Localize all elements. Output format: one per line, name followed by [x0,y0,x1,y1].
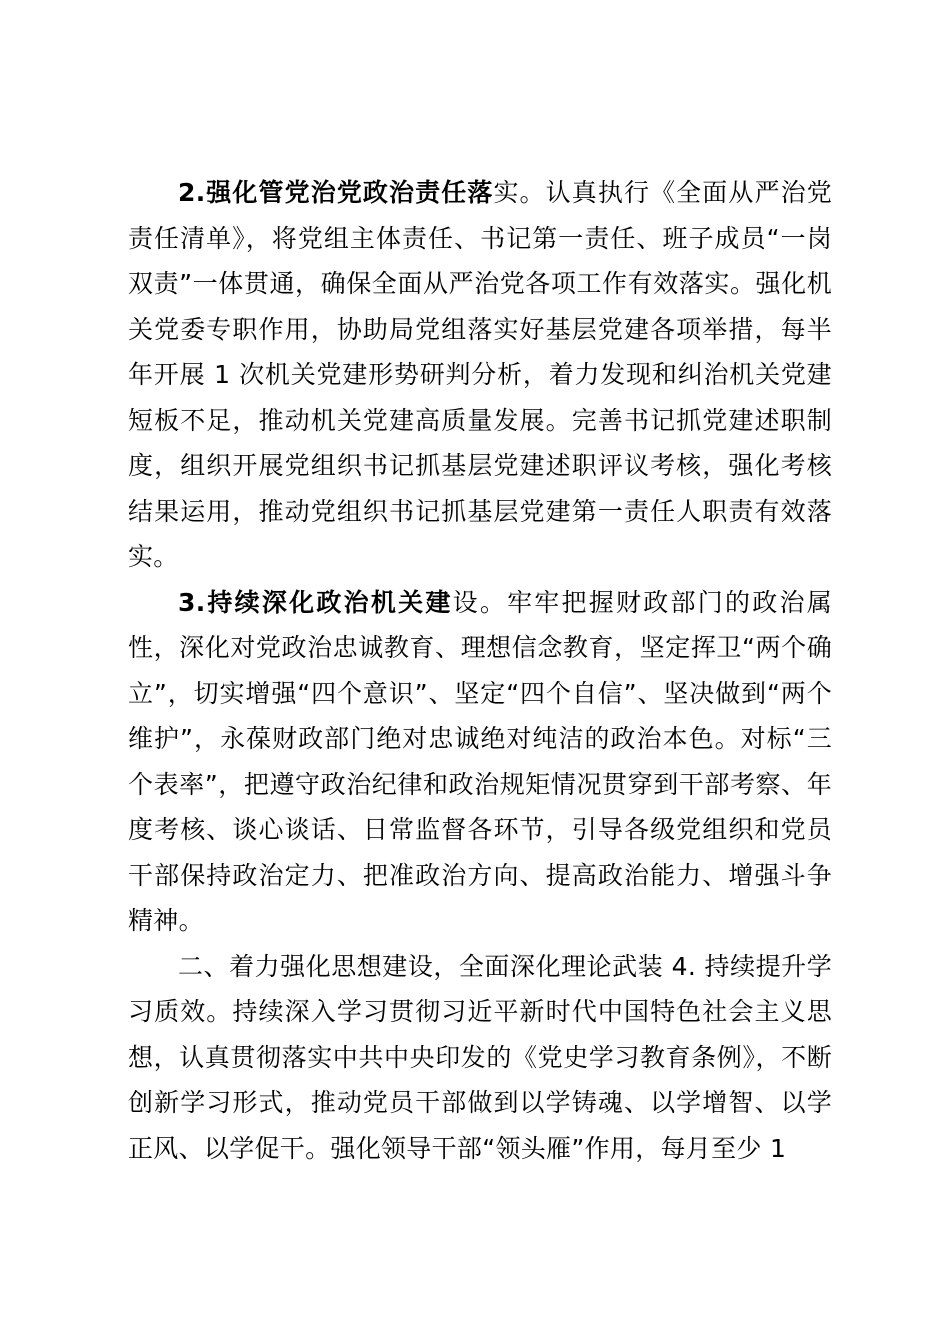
paragraph-political-organ [128,580,832,944]
document-body [128,170,832,1171]
paragraph-responsibility [128,170,832,580]
paragraph-text: 二、着力强化思想建设，全面深化理论武装 4. 持续提升学习质效。持续深入学习贯彻习近平新时代中国特色社会主义思想，认真贯彻落实中共中央印发的《党史学习教育条例》，不断创新学习形式，推动党员干部做到以学铸魂、以学增智、以学正风、以学促干。强化领导干部“领头雁”作用，每月至少 1 [128,951,832,1163]
paragraph-heading: 2.强化管党治党政治责任落 [178,178,494,207]
paragraph-ideological-building [128,944,832,1172]
paragraph-text: 设。牢牢把握财政部门的政治属性，深化对党政治忠诚教育、理想信念教育，坚定挥卫“两个确立”，切实增强“四个意识”、坚定“四个自信”、坚决做到“两个维护”，永葆财政部门绝对忠诚绝对纯洁的政治本色。对标“三个表率”，把遵守政治纪律和政治规矩情况贯穿到干部考察、年度考核、谈心谈话、日常监督各环节，引导各级党组织和党员干部保持政治定力、把准政治方向、提高政治能力、增强斗争精神。 [128,587,833,935]
paragraph-heading: 3.持续深化政治机关建 [178,587,453,617]
paragraph-text: 实。认真执行《全面从严治党责任清单》，将党组主体责任、书记第一责任、班子成员“一岗双责”一体贯通，确保全面从严治党各项工作有效落实。强化机关党委专职作用，协助局党组落实好基层党建各项举措，每半年开展 1 次机关党建形势研判分析，着力发现和纠治机关党建短板不足，推动机关党建高质量发展。完善书记抓党建述职制度，组织开展党组织书记抓基层党建述职评议考核，强化考核结果运用，推动党组织书记抓基层党建第一责任人职责有效落实。 [128,178,833,571]
